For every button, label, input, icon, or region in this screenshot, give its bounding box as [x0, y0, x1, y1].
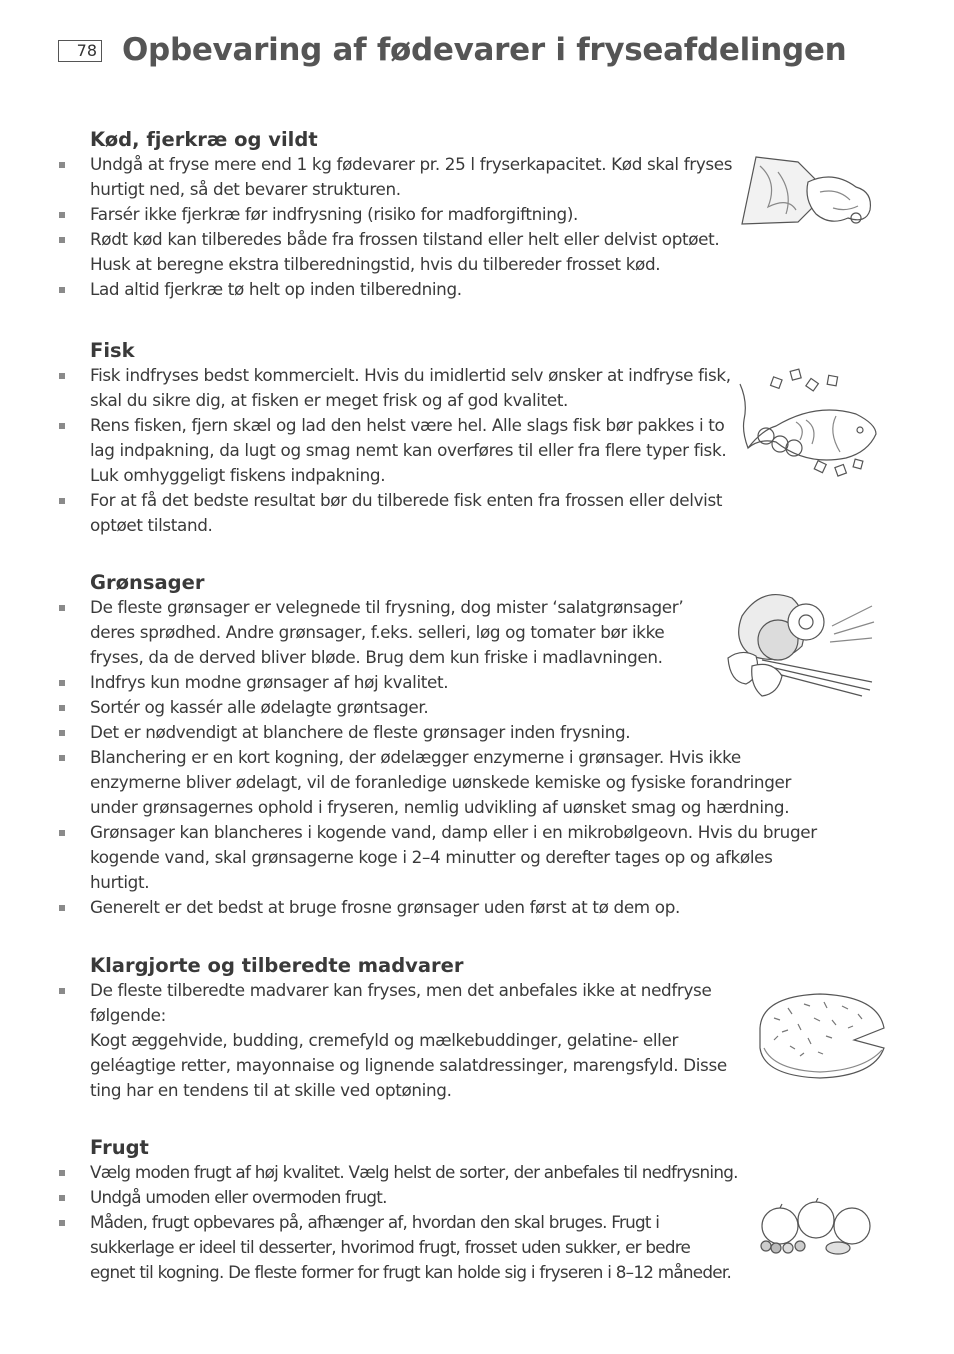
section-heading: Kød, fjerkræ og vildt: [90, 128, 318, 151]
bullet-list: [90, 152, 740, 302]
list-item: Undgå at fryse mere end 1 kg fødevarer pr. 25 l fryserkapacitet. Kød skal fryses hurtigt ned, så det bevarer strukturen.: [90, 152, 740, 202]
list-item: For at få det bedste resultat bør du tilberede fisk enten fra frossen eller delvist optøet tilstand.: [90, 488, 740, 538]
list-item: De fleste tilberedte madvarer kan fryses, men det anbefales ikke at nedfryse følgende:: [90, 978, 730, 1028]
section-meat: [90, 127, 740, 302]
list-item: Undgå umoden eller overmoden frugt.: [90, 1185, 770, 1210]
section-heading: Klargjorte og tilberedte madvarer: [90, 954, 464, 977]
page-title: Opbevaring af fødevarer i fryseafdelingen: [122, 32, 847, 68]
list-item: Grønsager kan blancheres i kogende vand, damp eller i en mikrobølgeovn. Hvis du bruger kogende vand, skal grønsagerne koge i 2–4 minutter og derefter tages op og afkøles hurtigt.: [90, 820, 820, 895]
vegetables-illustration: [722, 586, 878, 704]
meat-poultry-illustration: [738, 152, 878, 230]
section-heading: Fisk: [90, 339, 135, 362]
bullet-list: [90, 1160, 770, 1285]
continuation-text: Kogt æggehvide, budding, cremefyld og mælkebuddinger, gelatine- eller geléagtige retter, mayonnaise og lignende salatdressinger, marengsfyld. Disse ting har en tendens til at skille ved optøning.: [90, 1030, 727, 1100]
section-heading: Grønsager: [90, 571, 205, 594]
list-item: Generelt er det bedst at bruge frosne grønsager uden først at tø dem op.: [90, 895, 820, 920]
list-item: Indfrys kun modne grønsager af høj kvalitet.: [90, 670, 820, 695]
section-vegetables: [90, 570, 820, 920]
list-item: Rens fisken, fjern skæl og lad den helst være hel. Alle slags fisk bør pakkes i to lag indpakning, da lugt og smag nemt kan overføres til eller fra flere typer fisk. Luk omhyggeligt fiskens indpakning.: [90, 413, 740, 488]
bullet-list: [90, 978, 740, 1028]
list-item: Det er nødvendigt at blanchere de fleste grønsager inden frysning.: [90, 720, 820, 745]
list-item: De fleste grønsager er velegnede til frysning, dog mister ‘salatgrønsager’ deres sprødhed. Andre grønsager, f.eks. selleri, løg og tomater bør ikke fryses, da de derved bliver bløde. Brug dem kun friske i madlavningen.: [90, 595, 695, 670]
fruit-illustration: [752, 1198, 876, 1258]
quiche-illustration: [754, 988, 890, 1084]
section-prepared: [90, 953, 740, 1103]
list-item: Farsér ikke fjerkræ før indfrysning (risiko for madforgiftning).: [90, 202, 740, 227]
list-item: Fisk indfryses bedst kommercielt. Hvis du imidlertid selv ønsker at indfryse fisk, skal du sikre dig, at fisken er meget frisk og af god kvalitet.: [90, 363, 740, 413]
bullet-list: [90, 595, 820, 920]
page-number: 78: [58, 40, 102, 62]
list-item: Vælg moden frugt af høj kvalitet. Vælg helst de sorter, der anbefales til nedfrysning.: [90, 1160, 770, 1185]
list-item: Sortér og kassér alle ødelagte grøntsager.: [90, 695, 820, 720]
fish-illustration: [736, 362, 882, 486]
bullet-list: [90, 363, 740, 538]
list-item: Måden, frugt opbevares på, afhænger af, hvordan den skal bruges. Frugt i sukkerlage er ideel til desserter, hvorimod frugt, frosset uden sukker, er bedre egnet til kogning. De fleste former for frugt kan holde sig i fryseren i 8–12 måneder.: [90, 1210, 735, 1285]
list-item: Lad altid fjerkræ tø helt op inden tilberedning.: [90, 277, 740, 302]
section-fish: [90, 338, 740, 538]
section-heading: Frugt: [90, 1136, 149, 1159]
list-item: Rødt kød kan tilberedes både fra frossen tilstand eller helt eller delvist optøet. Husk at beregne ekstra tilberedningstid, hvis du tilbereder frosset kød.: [90, 227, 740, 277]
section-fruit: [90, 1135, 770, 1285]
list-item: Blanchering er en kort kogning, der ødelægger enzymerne i grønsager. Hvis ikke enzymerne bliver ødelagt, vil de foranledige uønskede kemiske og fysiske forandringer under grønsagernes ophold i fryseren, nemlig udvikling af uønsket smag og hærdning.: [90, 745, 820, 820]
